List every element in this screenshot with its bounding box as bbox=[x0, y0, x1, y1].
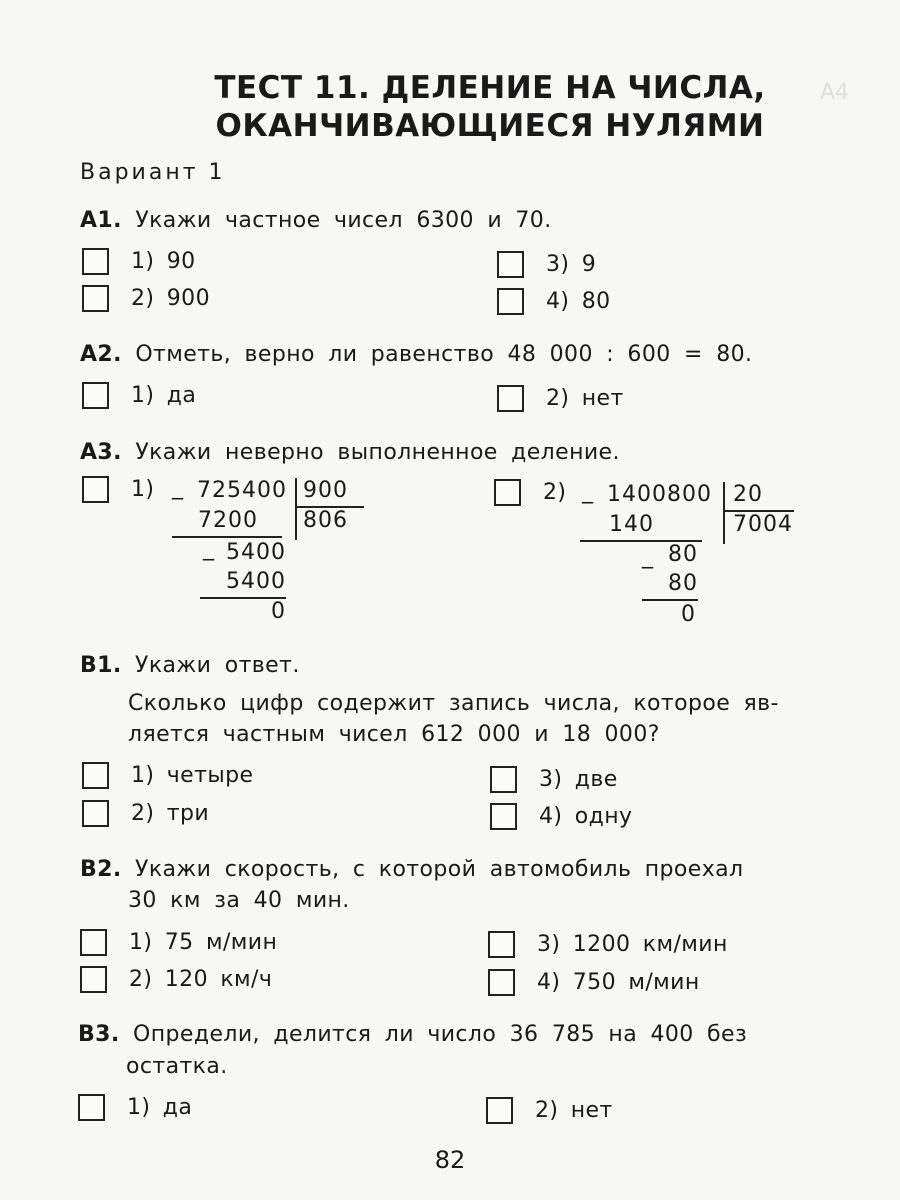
option-label: 3) две bbox=[539, 767, 618, 792]
b1-option-2[interactable] bbox=[82, 800, 209, 827]
remainder-1: 80 bbox=[668, 542, 698, 567]
question-a3 bbox=[80, 440, 620, 465]
checkbox[interactable] bbox=[488, 931, 515, 958]
option-label: 4) 750 м/мин bbox=[537, 970, 700, 995]
checkbox[interactable] bbox=[490, 803, 517, 830]
subtrahend-2: 5400 bbox=[226, 569, 286, 594]
b3-option-1[interactable] bbox=[78, 1094, 192, 1121]
b2-option-1[interactable] bbox=[80, 929, 277, 956]
minus-sign: _ bbox=[203, 536, 214, 561]
question-text: Отметь, верно ли равенство 48 000 : 600 = 80. bbox=[135, 342, 753, 367]
minus-sign: _ bbox=[642, 544, 653, 569]
checkbox[interactable] bbox=[82, 285, 109, 312]
checkbox[interactable] bbox=[494, 479, 521, 506]
b2-option-4[interactable] bbox=[488, 969, 700, 996]
a2-option-1[interactable] bbox=[82, 382, 196, 409]
minus-sign: _ bbox=[582, 479, 593, 504]
b2-option-3[interactable] bbox=[488, 931, 728, 958]
divisor: 900 bbox=[303, 478, 348, 503]
option-label: 2) нет bbox=[546, 386, 624, 411]
checkbox[interactable] bbox=[497, 288, 524, 315]
remainder-final: 0 bbox=[681, 602, 695, 627]
question-text: Укажи неверно выполненное деление. bbox=[135, 440, 620, 465]
variant-label: Вариант 1 bbox=[80, 160, 226, 185]
option-label: 1) четыре bbox=[131, 763, 254, 788]
b2-option-2[interactable] bbox=[80, 966, 272, 993]
question-b1-text-line2: Сколько цифр содержит запись числа, которое яв- bbox=[128, 691, 779, 716]
a1-option-4[interactable] bbox=[497, 288, 611, 315]
page-title-line1: ТЕСТ 11. ДЕЛЕНИЕ НА ЧИСЛА, bbox=[214, 70, 766, 106]
option-label: 4) 80 bbox=[546, 289, 611, 314]
checkbox[interactable] bbox=[82, 762, 109, 789]
a2-option-2[interactable] bbox=[497, 385, 624, 412]
checkbox[interactable] bbox=[486, 1097, 513, 1124]
question-b1-text-line3: ляется частным чисел 612 000 и 18 000? bbox=[128, 722, 660, 747]
a1-option-3[interactable] bbox=[497, 251, 596, 278]
bleed-through: А4 bbox=[820, 80, 850, 105]
option-label: 1) да bbox=[131, 383, 197, 408]
option-label: 2) нет bbox=[535, 1098, 613, 1123]
subtrahend-1: 7200 bbox=[198, 508, 258, 533]
checkbox[interactable] bbox=[497, 251, 524, 278]
question-text: Определи, делится ли число 36 785 на 400 без bbox=[133, 1022, 748, 1047]
b1-option-4[interactable] bbox=[490, 803, 632, 830]
dividend: 1400800 bbox=[607, 482, 712, 507]
option-label: 1) да bbox=[127, 1095, 193, 1120]
question-b2 bbox=[80, 857, 743, 882]
question-number: А2. bbox=[80, 342, 122, 367]
page-number: 82 bbox=[434, 1146, 466, 1174]
underline-1 bbox=[172, 536, 282, 538]
question-text: Укажи скорость, с которой автомобиль проехал bbox=[135, 857, 744, 882]
a1-option-1[interactable] bbox=[82, 248, 196, 275]
option-label: 3) 1200 км/мин bbox=[537, 932, 728, 957]
checkbox[interactable] bbox=[82, 476, 109, 503]
dividend: 725400 bbox=[197, 478, 287, 503]
question-b1 bbox=[80, 653, 300, 678]
checkbox[interactable] bbox=[82, 248, 109, 275]
question-number: А3. bbox=[80, 440, 122, 465]
checkbox[interactable] bbox=[80, 966, 107, 993]
question-b3 bbox=[78, 1022, 747, 1047]
division-bar bbox=[295, 478, 297, 540]
a1-option-2[interactable] bbox=[82, 285, 210, 312]
checkbox[interactable] bbox=[488, 969, 515, 996]
question-b3-text-line2: остатка. bbox=[126, 1054, 228, 1079]
divisor: 20 bbox=[733, 482, 763, 507]
checkbox[interactable] bbox=[497, 385, 524, 412]
checkbox[interactable] bbox=[490, 766, 517, 793]
option-label: 2) bbox=[543, 480, 567, 505]
option-label: 1) bbox=[131, 477, 155, 502]
quotient: 806 bbox=[303, 508, 348, 533]
division-bar bbox=[723, 482, 725, 544]
checkbox[interactable] bbox=[82, 800, 109, 827]
b1-option-3[interactable] bbox=[490, 766, 618, 793]
question-text: Укажи частное чисел 6300 и 70. bbox=[135, 208, 552, 233]
option-label: 1) 90 bbox=[131, 249, 196, 274]
question-b2-text-line2: 30 км за 40 мин. bbox=[128, 888, 350, 913]
question-a2 bbox=[80, 342, 752, 367]
b1-option-1[interactable] bbox=[82, 762, 253, 789]
question-number: В3. bbox=[78, 1022, 120, 1047]
option-label: 2) 120 км/ч bbox=[129, 967, 273, 992]
quotient: 7004 bbox=[733, 512, 793, 537]
option-label: 3) 9 bbox=[546, 252, 597, 277]
option-label: 2) три bbox=[131, 801, 210, 826]
minus-sign: _ bbox=[172, 475, 183, 500]
b3-option-2[interactable] bbox=[486, 1097, 613, 1124]
subtrahend-1: 140 bbox=[609, 512, 654, 537]
underline-2 bbox=[642, 599, 698, 601]
option-label: 4) одну bbox=[539, 804, 633, 829]
page-title-line2: ОКАНЧИВАЮЩИЕСЯ НУЛЯМИ bbox=[215, 108, 765, 144]
checkbox[interactable] bbox=[80, 929, 107, 956]
question-a1 bbox=[80, 208, 552, 233]
option-label: 1) 75 м/мин bbox=[129, 930, 278, 955]
a3-option-1-label[interactable] bbox=[82, 476, 154, 503]
checkbox[interactable] bbox=[82, 382, 109, 409]
remainder-1: 5400 bbox=[226, 540, 286, 565]
question-number: А1. bbox=[80, 208, 122, 233]
question-number: В1. bbox=[80, 653, 122, 678]
option-label: 2) 900 bbox=[131, 286, 210, 311]
a3-option-2-label[interactable] bbox=[494, 479, 566, 506]
remainder-final: 0 bbox=[271, 599, 285, 624]
subtrahend-2: 80 bbox=[668, 571, 698, 596]
question-number: В2. bbox=[80, 857, 122, 882]
checkbox[interactable] bbox=[78, 1094, 105, 1121]
question-text: Укажи ответ. bbox=[135, 653, 300, 678]
